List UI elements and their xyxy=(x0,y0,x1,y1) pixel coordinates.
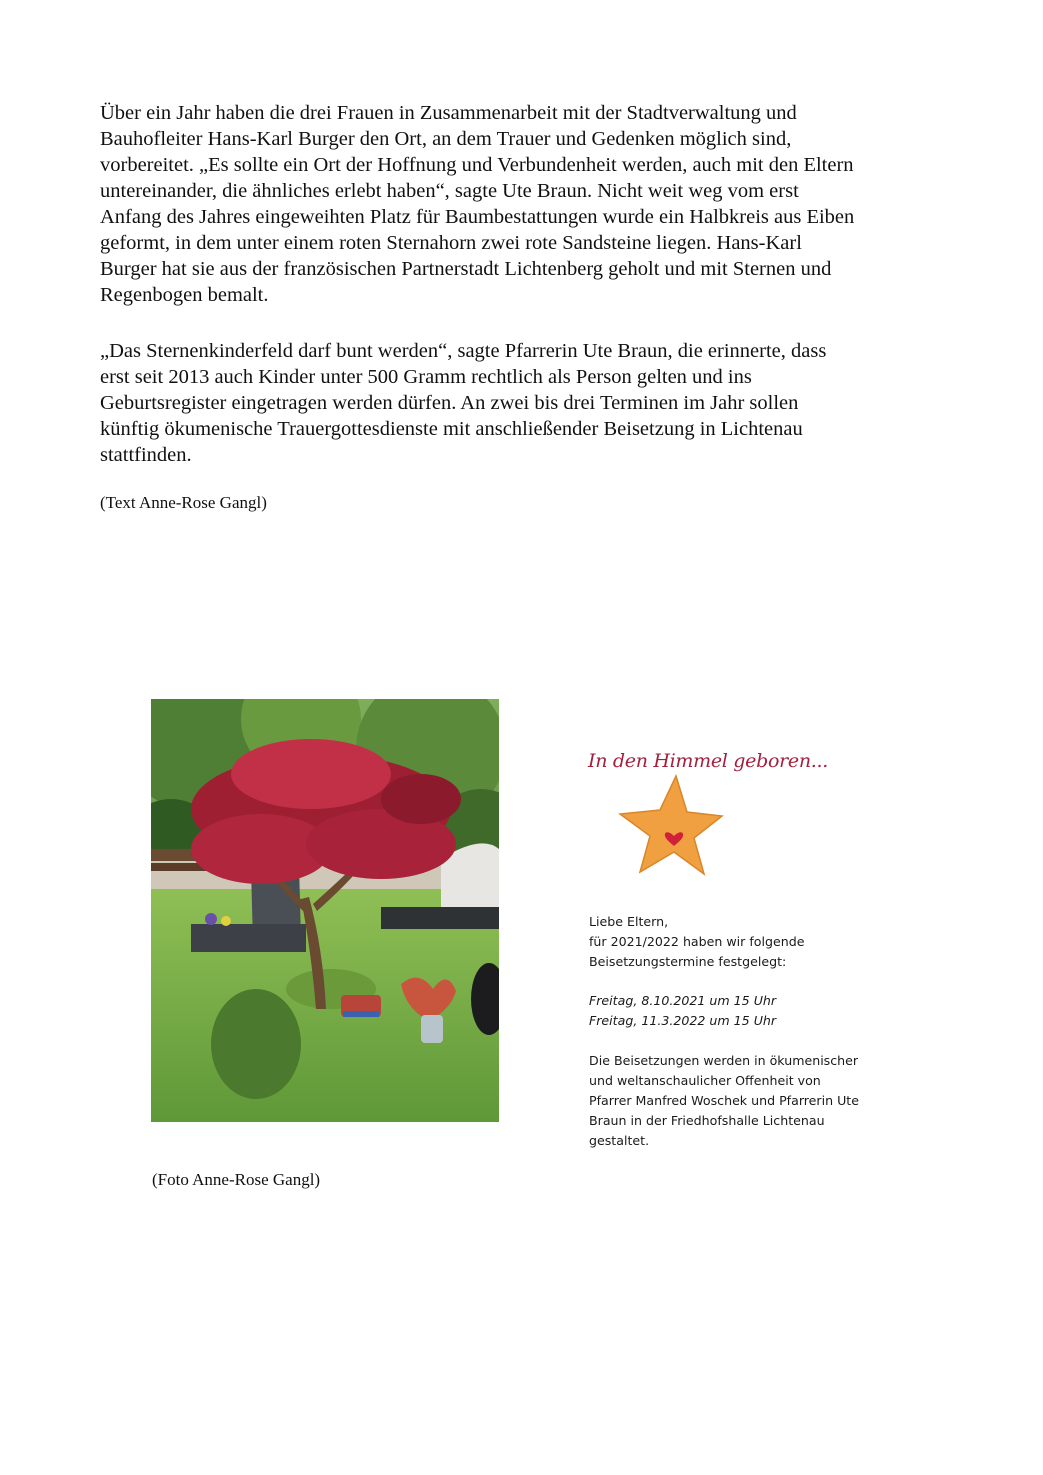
flyer-date-2: Freitag, 11.3.2022 um 15 Uhr xyxy=(589,1013,777,1028)
photo-credit: (Foto Anne-Rose Gangl) xyxy=(152,1170,321,1189)
flyer-date-1: Freitag, 8.10.2021 um 15 Uhr xyxy=(589,993,777,1008)
text-credit: (Text Anne-Rose Gangl) xyxy=(100,493,267,512)
flyer-intro: für 2021/2022 haben wir folgende Beisetzungstermine festgelegt: xyxy=(589,934,805,969)
article-paragraph-2: „Das Sternenkinderfeld darf bunt werden“, sagte Pfarrerin Ute Braun, die erinnerte, dass erst seit 2013 auch Kinder unter 500 Gramm rechtlich als Person gelten und ins Geburtsregister eingetragen werden dürfen. An zwei bis drei Terminen im Jahr sollen künftig ökumenische Trauergottesdienste mit anschließender Beisetzung in Lichtenau stattfinden. xyxy=(100,340,827,466)
flyer xyxy=(580,740,920,1160)
flyer-title: In den Himmel geboren... xyxy=(588,750,828,772)
orange-star-with-heart-icon xyxy=(616,774,724,878)
memorial-garden-photo xyxy=(151,699,499,1122)
flyer-note: Die Beisetzungen werden in ökumenischer und weltanschaulicher Offenheit von Pfarrer Manfred Woschek und Pfarrerin Ute Braun in der Friedhofshalle Lichtenau gestaltet. xyxy=(589,1053,859,1148)
flyer-greeting: Liebe Eltern, xyxy=(589,914,669,929)
article-paragraph-1: Über ein Jahr haben die drei Frauen in Zusammenarbeit mit der Stadtverwaltung und Bauhofleiter Hans-Karl Burger den Ort, an dem Trauer und Gedenken möglich sind, vorbereitet. „Es sollte ein Ort der Hoffnung und Verbundenheit werden, auch mit den Eltern untereinander, die ähnliches erlebt haben“, sagte Ute Braun. Nicht weit weg vom erst Anfang des Jahres eingeweihten Platz für Baumbestattungen wurde ein Halbkreis aus Eiben geformt, in dem unter einem roten Sternahorn zwei rote Sandsteine liegen. Hans-Karl Burger hat sie aus der französischen Partnerstadt Lichtenberg geholt und mit Sternen und Regenbogen bemalt. xyxy=(100,102,855,306)
